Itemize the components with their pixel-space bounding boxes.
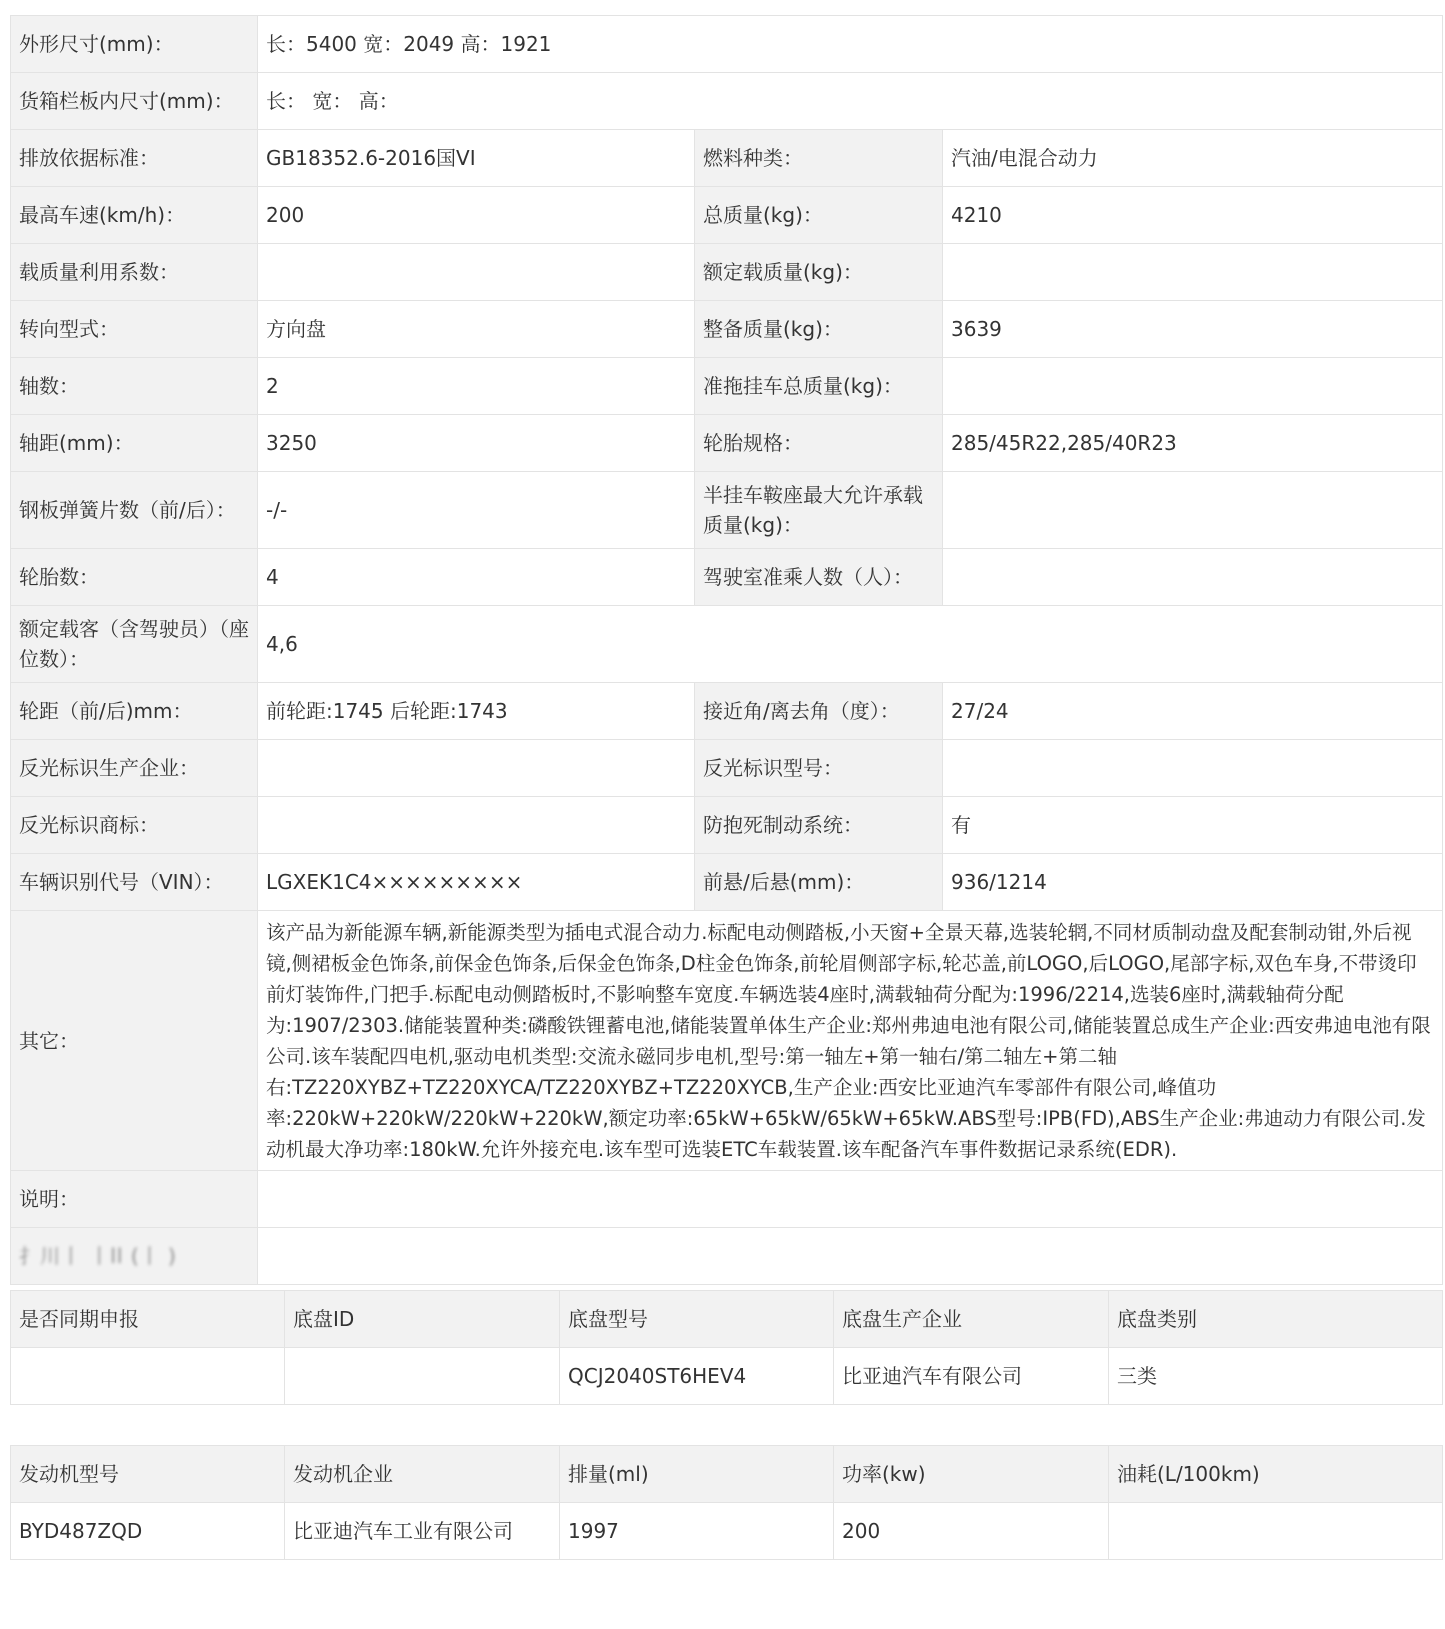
- tire-count-label: 轮胎数：: [11, 549, 258, 606]
- engine-header-displacement: 排量(ml): [560, 1446, 834, 1503]
- reflect-brand-value: [258, 797, 695, 854]
- chassis-model-cell: QCJ2040ST6HEV4: [560, 1348, 834, 1405]
- chassis-header-sync: 是否同期申报: [11, 1291, 285, 1348]
- engine-header-model: 发动机型号: [11, 1446, 285, 1503]
- cab-seats-label: 驾驶室准乘人数（人）：: [695, 549, 943, 606]
- engine-header-maker: 发动机企业: [285, 1446, 560, 1503]
- emission-label: 排放依据标准：: [11, 130, 258, 187]
- other-value: 该产品为新能源车辆,新能源类型为插电式混合动力.标配电动侧踏板,小天窗+全景天幕,选装轮辋,不同材质制动盘及配套制动钳,外后视镜,侧裙板金色饰条,前保金色饰条,后保金色饰条,D柱金色饰条,前轮眉侧部字标,轮芯盖,前LOGO,后LOGO,尾部字标,双色车身,不带烫印前灯装饰件,门把手.标配电动侧踏板时,不影响整车宽度.车辆选装4座时,满载轴荷分配为:1996/2214,选装6座时,满载轴荷分配为:1907/2303.储能装置种类:磷酸铁锂蓄电池,储能装置单体生产企业:郑州弗迪电池有限公司,储能装置总成生产企业:西安弗迪电池有限公司.该车装配四电机,驱动电机类型:交流永磁同步电机,型号:第一轴左+第一轴右/第二轴左+第二轴右:TZ220XYBZ+TZ220XYCA/TZ220XYBZ+TZ220XYCB,生产企业:西安比亚迪汽车零部件有限公司,峰值功率:220kW+220kW/220kW+220kW,额定功率:65kW+65kW/65kW+65kW.ABS型号:IPB(FD),ABS生产企业:弗迪动力有限公司.发动机最大净功率:180kW.允许外接充电.该车型可选装ETC车载装置.该车配备汽车事件数据记录系统(EDR).: [258, 911, 1443, 1171]
- chassis-class-cell: 三类: [1109, 1348, 1443, 1405]
- tire-spec-label: 轮胎规格：: [695, 415, 943, 472]
- spring-label: 钢板弹簧片数（前/后）：: [11, 472, 258, 549]
- speed-value: 200: [258, 187, 695, 244]
- engine-displacement-cell: 1997: [560, 1503, 834, 1560]
- reflect-brand-label: 反光标识商标：: [11, 797, 258, 854]
- vin-value: LGXEK1C4×××××××××: [258, 854, 695, 911]
- chassis-id-cell: [285, 1348, 560, 1405]
- axles-value: 2: [258, 358, 695, 415]
- engine-power-cell: 200: [834, 1503, 1109, 1560]
- overhang-value: 936/1214: [943, 854, 1443, 911]
- note-label: 说明：: [11, 1171, 258, 1228]
- reflect-maker-value: [258, 740, 695, 797]
- steering-label: 转向型式：: [11, 301, 258, 358]
- abs-value: 有: [943, 797, 1443, 854]
- trailer-mass-label: 准拖挂车总质量(kg)：: [695, 358, 943, 415]
- cab-seats-value: [943, 549, 1443, 606]
- cargo-label: 货箱栏板内尺寸(mm)：: [11, 73, 258, 130]
- engine-model-cell: BYD487ZQD: [11, 1503, 285, 1560]
- blurred-value: [258, 1228, 1443, 1285]
- dim-label: 外形尺寸(mm)：: [11, 16, 258, 73]
- chassis-maker-cell: 比亚迪汽车有限公司: [834, 1348, 1109, 1405]
- reflect-model-value: [943, 740, 1443, 797]
- curb-mass-label: 整备质量(kg)：: [695, 301, 943, 358]
- trailer-mass-value: [943, 358, 1443, 415]
- saddle-label: 半挂车鞍座最大允许承载质量(kg)：: [695, 472, 943, 549]
- engine-header-power: 功率(kw): [834, 1446, 1109, 1503]
- rated-load-label: 额定载质量(kg)：: [695, 244, 943, 301]
- angle-label: 接近角/离去角（度）：: [695, 683, 943, 740]
- rated-load-value: [943, 244, 1443, 301]
- wheelbase-label: 轴距(mm)：: [11, 415, 258, 472]
- load-coef-value: [258, 244, 695, 301]
- track-label: 轮距（前/后)mm：: [11, 683, 258, 740]
- note-value: [258, 1171, 1443, 1228]
- chassis-header-maker: 底盘生产企业: [834, 1291, 1109, 1348]
- reflect-maker-label: 反光标识生产企业：: [11, 740, 258, 797]
- fuel-label: 燃料种类：: [695, 130, 943, 187]
- dim-value: 长：5400 宽：2049 高：1921: [258, 16, 1443, 73]
- chassis-table: [10, 1290, 1443, 1405]
- track-value: 前轮距:1745 后轮距:1743: [258, 683, 695, 740]
- engine-consumption-cell: [1109, 1503, 1443, 1560]
- passengers-label: 额定载客（含驾驶员）（座位数）：: [11, 606, 258, 683]
- engine-header-consumption: 油耗(L/100km): [1109, 1446, 1443, 1503]
- load-coef-label: 载质量利用系数：: [11, 244, 258, 301]
- tire-spec-value: 285/45R22,285/40R23: [943, 415, 1443, 472]
- total-mass-value: 4210: [943, 187, 1443, 244]
- speed-label: 最高车速(km/h)：: [11, 187, 258, 244]
- saddle-value: [943, 472, 1443, 549]
- blurred-label-cell: [11, 1228, 258, 1285]
- angle-value: 27/24: [943, 683, 1443, 740]
- abs-label: 防抱死制动系统：: [695, 797, 943, 854]
- engine-table: [10, 1445, 1443, 1560]
- reflect-model-label: 反光标识型号：: [695, 740, 943, 797]
- emission-value: GB18352.6-2016国VI: [258, 130, 695, 187]
- wheelbase-value: 3250: [258, 415, 695, 472]
- spring-value: -/-: [258, 472, 695, 549]
- axles-label: 轴数：: [11, 358, 258, 415]
- total-mass-label: 总质量(kg)：: [695, 187, 943, 244]
- cargo-value: 长： 宽： 高：: [258, 73, 1443, 130]
- overhang-label: 前悬/后悬(mm)：: [695, 854, 943, 911]
- steering-value: 方向盘: [258, 301, 695, 358]
- blurred-label: 扌川丨 丨ll (丨 ): [19, 1244, 177, 1268]
- tire-count-value: 4: [258, 549, 695, 606]
- chassis-header-model: 底盘型号: [560, 1291, 834, 1348]
- other-label: 其它：: [11, 911, 258, 1171]
- vin-label: 车辆识别代号（VIN）：: [11, 854, 258, 911]
- curb-mass-value: 3639: [943, 301, 1443, 358]
- vehicle-spec-table: [10, 15, 1443, 1285]
- chassis-sync-cell: [11, 1348, 285, 1405]
- passengers-value: 4,6: [258, 606, 1443, 683]
- chassis-header-id: 底盘ID: [285, 1291, 560, 1348]
- engine-maker-cell: 比亚迪汽车工业有限公司: [285, 1503, 560, 1560]
- chassis-header-class: 底盘类别: [1109, 1291, 1443, 1348]
- fuel-value: 汽油/电混合动力: [943, 130, 1443, 187]
